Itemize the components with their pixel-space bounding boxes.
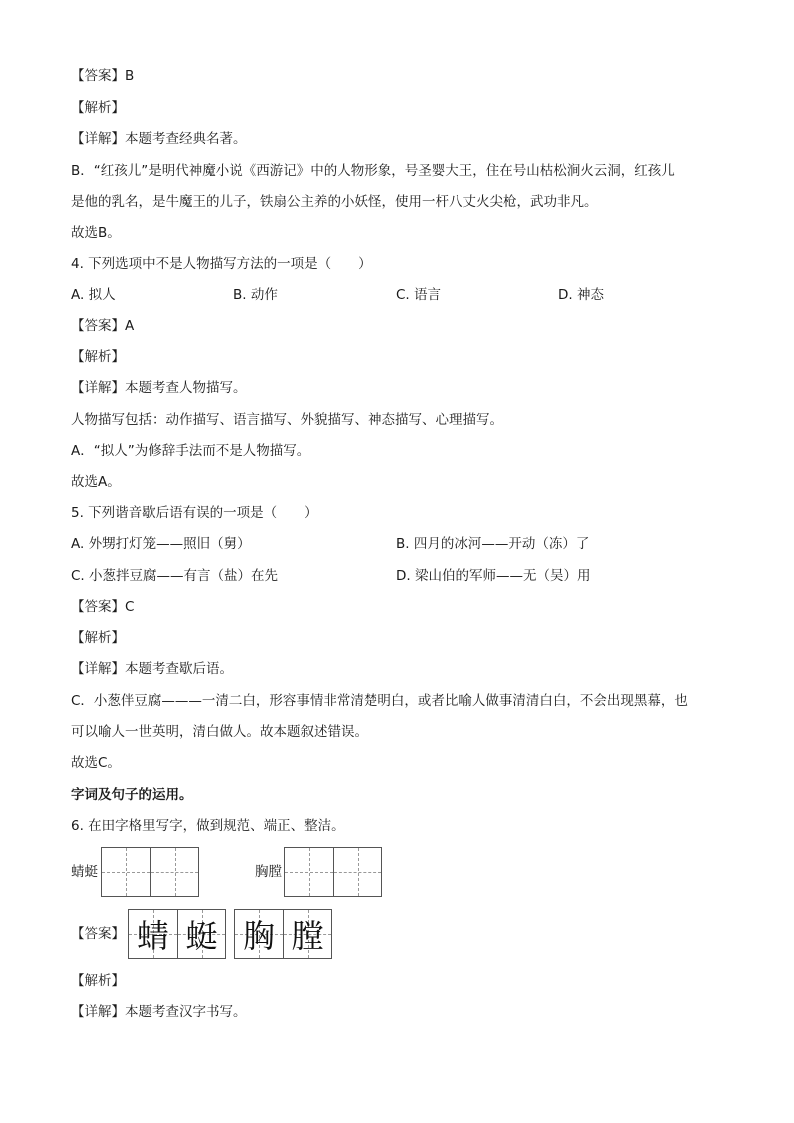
q5-option-c: C. 小葱拌豆腐——有言（盐）在先 — [71, 568, 279, 584]
q4-analysis-tag: 【解析】 — [71, 349, 125, 365]
q6-question: 6. 在田字格里写字，做到规范、端正、整洁。 — [71, 818, 345, 834]
q3-detail-line — [71, 129, 247, 149]
section-title: 字词及句子的运用。 — [71, 787, 193, 803]
q6-answer-grid-1 — [128, 909, 226, 959]
q3-body-line-2: 是他的乳名，是牛魔王的儿子，铁扇公主养的小妖怪，使用一杆八丈火尖枪，武功非凡。 — [71, 194, 598, 210]
q5-conclusion: 故选C。 — [71, 755, 121, 771]
q4-body-line-2: A．“拟人”为修辞手法而不是人物描写。 — [71, 443, 311, 459]
answer-char: 胸 — [242, 917, 275, 955]
q3-body-line-1: B．“红孩儿”是明代神魔小说《西游记》中的人物形象，号圣婴大王，住在号山枯松涧火云洞，红孩儿 — [71, 163, 675, 179]
tianzige-cell — [129, 910, 177, 958]
q4-question: 4. 下列选项中不是人物描写方法的一项是（ ） — [71, 256, 372, 272]
answer-char: 蜻 — [136, 917, 169, 955]
q6-blank-grid-2 — [284, 847, 382, 897]
answer-char: 膛 — [291, 917, 324, 955]
q3-answer-line — [71, 66, 134, 86]
q6-analysis-tag: 【解析】 — [71, 973, 125, 989]
q4-detail-line — [71, 378, 247, 398]
answer-value: B — [125, 68, 135, 84]
q3-conclusion: 故选B。 — [71, 225, 121, 241]
q6-detail-line — [71, 1002, 247, 1022]
answer-tag: 【答案】 — [71, 599, 125, 615]
q4-answer-line — [71, 316, 134, 336]
q5-question: 5. 下列谐音歇后语有误的一项是（ ） — [71, 505, 318, 521]
tianzige-cell — [283, 910, 331, 958]
q6-blank-grid-1 — [101, 847, 199, 897]
answer-char: 蜓 — [185, 917, 218, 955]
q4-option-c: C. 语言 — [396, 287, 442, 303]
q5-option-a: A. 外甥打灯笼——照旧（舅） — [71, 536, 251, 552]
q5-body-line-1: C．小葱伴豆腐———一清二白，形容事情非常清楚明白，或者比喻人做事清清白白，不会出现黑幕，也 — [71, 693, 688, 709]
detail-tag: 【详解】 — [71, 1004, 125, 1020]
q5-body-line-2: 可以喻人一世英明，清白做人。故本题叙述错误。 — [71, 724, 368, 740]
tianzige-cell — [150, 848, 198, 896]
q5-analysis-tag: 【解析】 — [71, 630, 125, 646]
q5-option-d: D. 梁山伯的军师——无（吴）用 — [396, 568, 591, 584]
detail-text: 本题考查汉字书写。 — [125, 1004, 247, 1020]
detail-text: 本题考查人物描写。 — [125, 380, 247, 396]
detail-tag: 【详解】 — [71, 380, 125, 396]
q4-option-b: B. 动作 — [233, 287, 278, 303]
q4-option-d: D. 神态 — [558, 287, 604, 303]
q6-answer-tag: 【答案】 — [71, 926, 125, 942]
tianzige-cell — [333, 848, 381, 896]
q5-option-b: B. 四月的冰河——开动（冻）了 — [396, 536, 590, 552]
tianzige-cell — [177, 910, 225, 958]
tianzige-cell — [285, 848, 333, 896]
answer-tag: 【答案】 — [71, 68, 125, 84]
tianzige-cell — [102, 848, 150, 896]
q4-conclusion: 故选A。 — [71, 474, 121, 490]
answer-tag: 【答案】 — [71, 318, 125, 334]
detail-text: 本题考查歇后语。 — [125, 661, 233, 677]
q6-word-1: 蜻蜓 — [71, 864, 98, 880]
answer-value: A — [125, 318, 135, 334]
detail-tag: 【详解】 — [71, 131, 125, 147]
q5-detail-line — [71, 659, 233, 679]
q6-word-2: 胸膛 — [255, 864, 282, 880]
q4-option-a: A. 拟人 — [71, 287, 116, 303]
q3-analysis-tag: 【解析】 — [71, 100, 125, 116]
detail-text: 本题考查经典名著。 — [125, 131, 247, 147]
answer-value: C — [125, 599, 135, 615]
q5-answer-line — [71, 597, 134, 617]
q6-answer-grid-2 — [234, 909, 332, 959]
q4-body-line-1: 人物描写包括：动作描写、语言描写、外貌描写、神态描写、心理描写。 — [71, 412, 503, 428]
tianzige-cell — [235, 910, 283, 958]
detail-tag: 【详解】 — [71, 661, 125, 677]
